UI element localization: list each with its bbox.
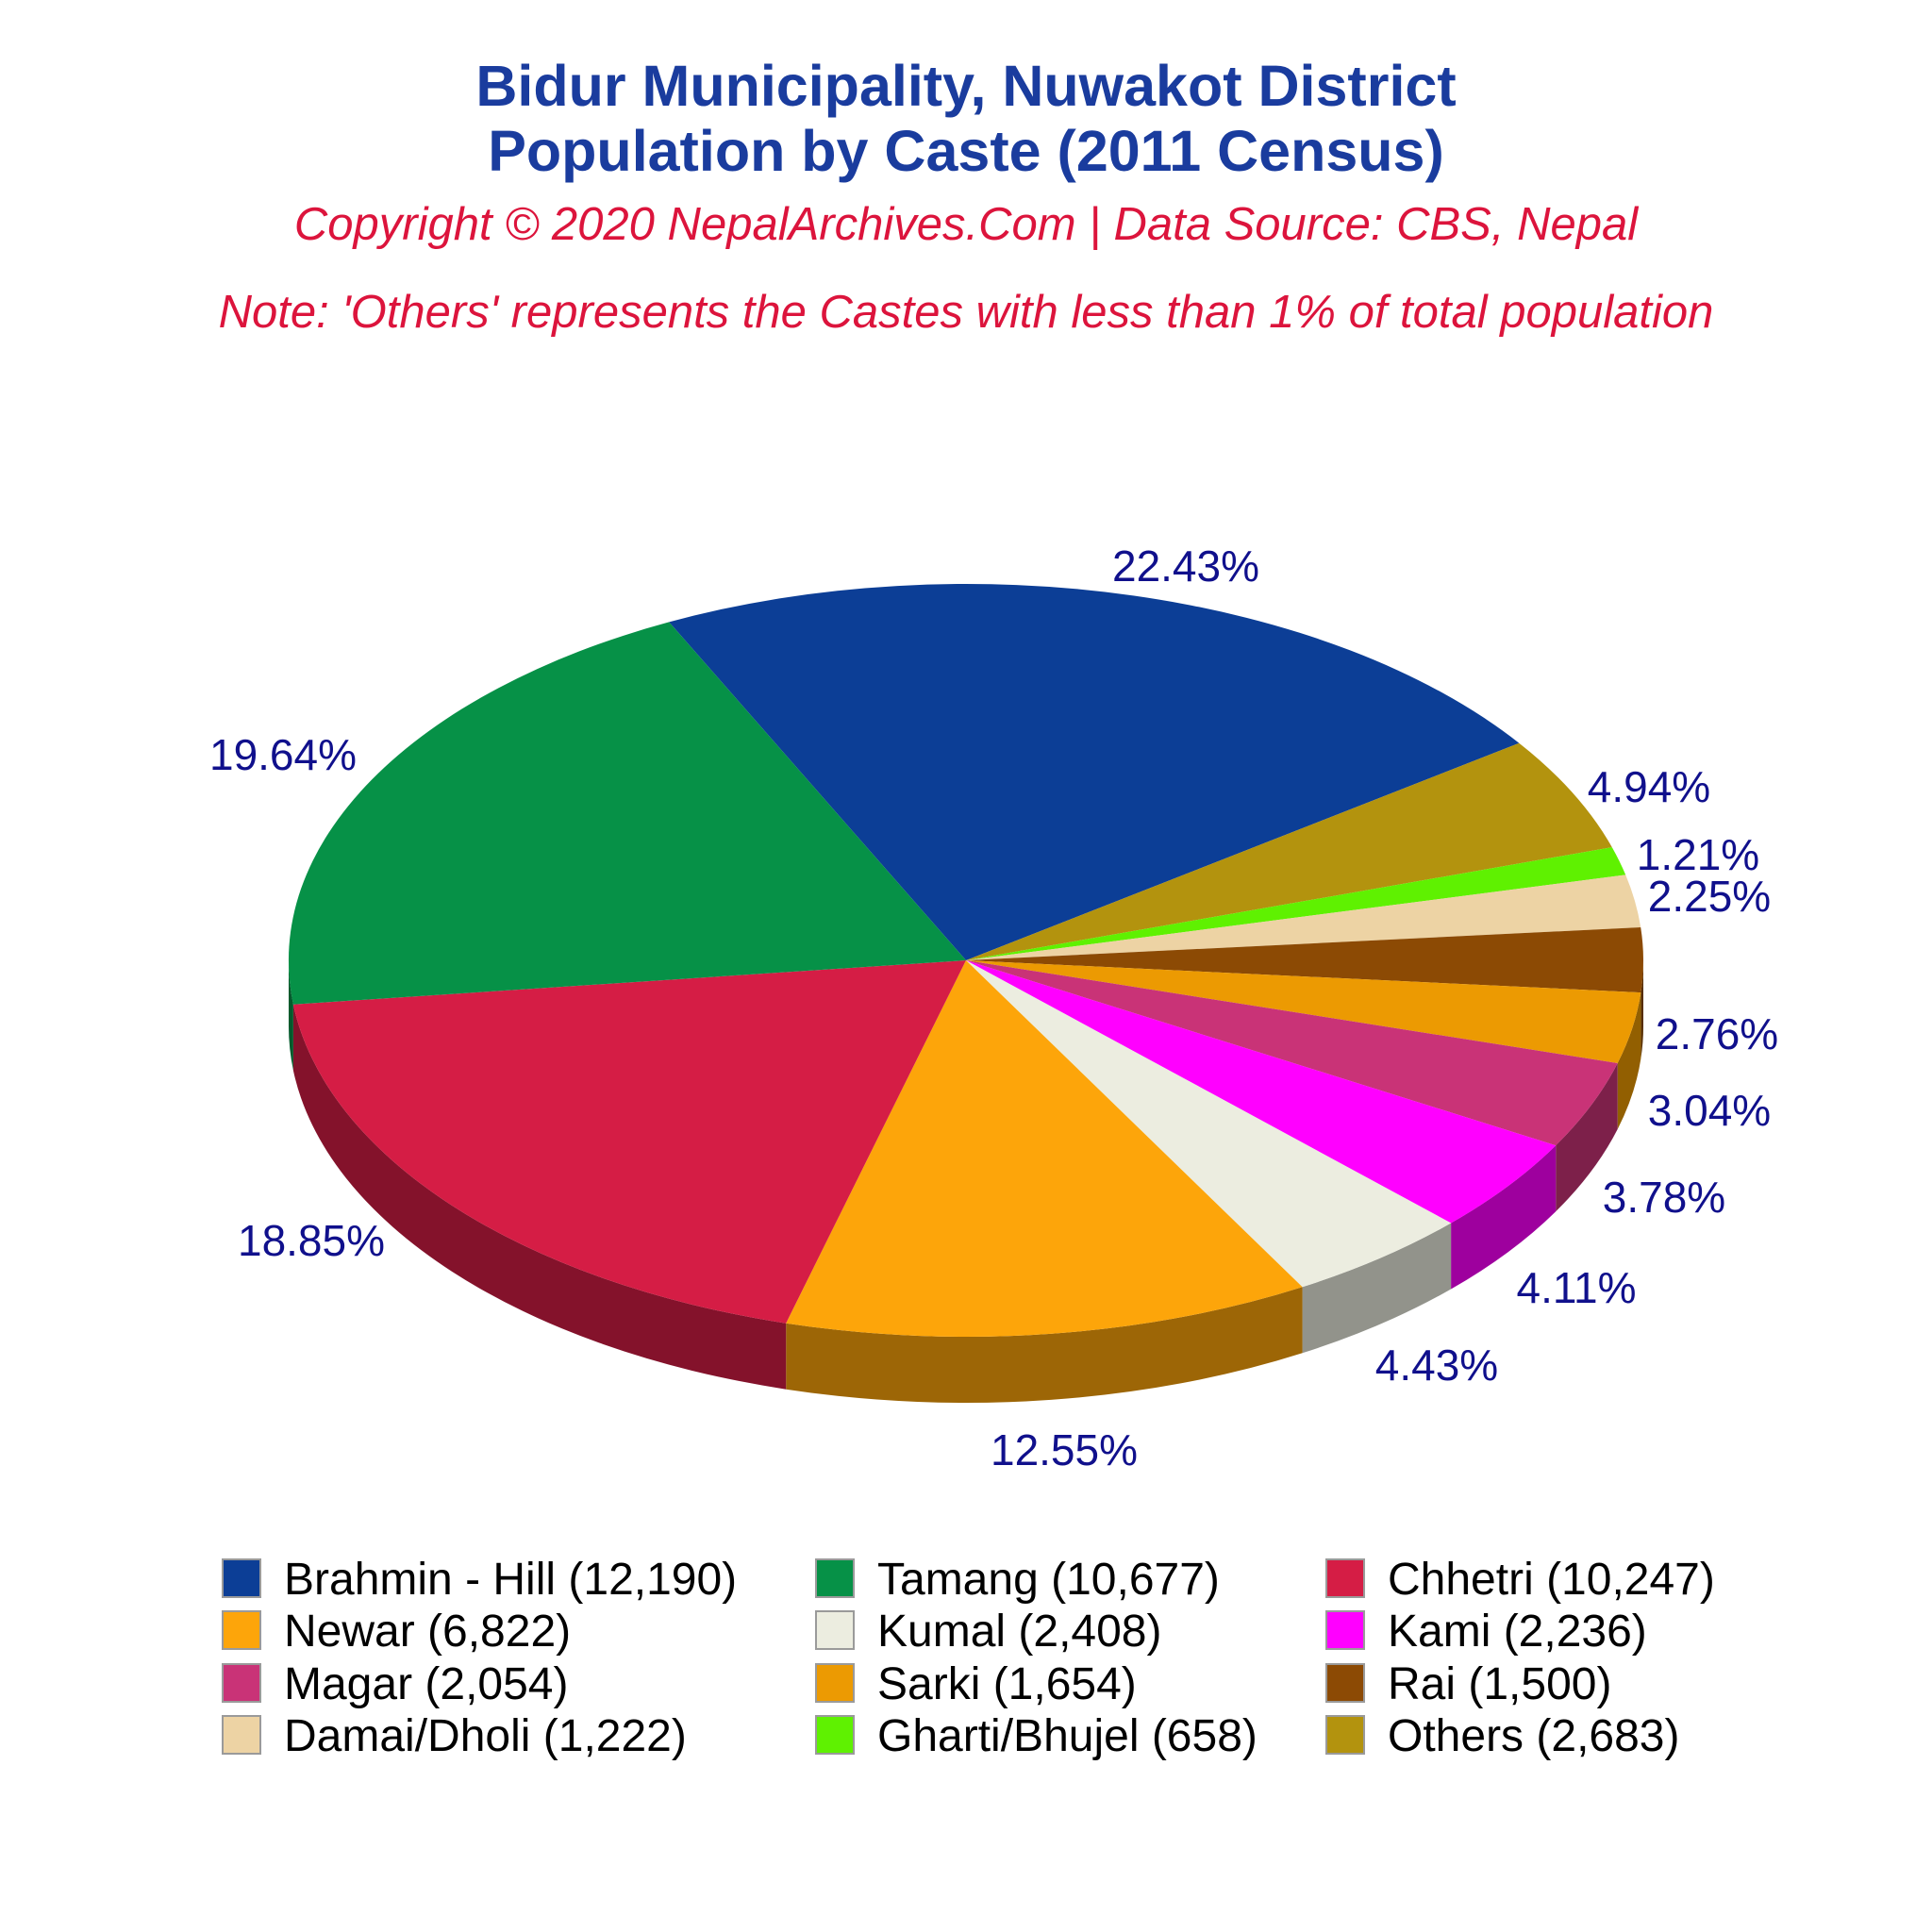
- legend-item-chhetri: [1325, 1555, 1715, 1610]
- legend-label: Kami (2,236): [1388, 1607, 1647, 1657]
- legend-item-brahmin-hill: [222, 1555, 815, 1610]
- note-line: Note: 'Others' represents the Castes with less than 1% of total population: [218, 287, 1714, 338]
- legend-item-sarki: [815, 1658, 1325, 1715]
- legend-label: Sarki (1,654): [877, 1658, 1137, 1709]
- legend-label: Brahmin - Hill (12,190): [284, 1555, 738, 1605]
- chart-title-line2: Population by Caste (2011 Census): [488, 119, 1444, 183]
- pie-percent-label-magar: 3.78%: [1602, 1173, 1726, 1222]
- legend-item-tamang: [815, 1555, 1325, 1610]
- pie-percent-label-kumal: 4.43%: [1374, 1341, 1499, 1390]
- pie-percent-label-tamang: 19.64%: [208, 730, 358, 779]
- legend-swatch: [815, 1558, 855, 1598]
- legend-label: Newar (6,822): [284, 1607, 572, 1657]
- legend-label: Tamang (10,677): [877, 1555, 1220, 1605]
- legend-label: Kumal (2,408): [877, 1607, 1162, 1657]
- legend-swatch: [222, 1558, 261, 1598]
- legend-swatch: [815, 1715, 855, 1755]
- pie-percent-label-kami: 4.11%: [1516, 1263, 1637, 1312]
- legend-item-rai: [1325, 1658, 1715, 1715]
- legend-item-newar: [222, 1607, 815, 1662]
- chart-title-line1: Bidur Municipality, Nuwakot District: [475, 54, 1457, 118]
- legend-item-kami: [1325, 1607, 1715, 1662]
- legend-label: Chhetri (10,247): [1388, 1555, 1715, 1605]
- legend-swatch: [815, 1610, 855, 1650]
- pie-percent-label-damai-dholi: 2.25%: [1647, 872, 1772, 921]
- legend-swatch: [1325, 1558, 1365, 1598]
- legend-item-gharti-bhujel: [815, 1711, 1325, 1767]
- legend-swatch: [815, 1663, 855, 1703]
- legend-item-damai-dholi: [222, 1711, 815, 1767]
- legend-label: Rai (1,500): [1388, 1658, 1612, 1709]
- pie-percent-label-gharti-bhujel: 1.21%: [1636, 830, 1760, 879]
- pie-percent-label-others: 4.94%: [1587, 762, 1711, 811]
- pie-percent-label-rai: 2.76%: [1655, 1009, 1779, 1058]
- legend-item-others: [1325, 1711, 1715, 1767]
- legend-label: Gharti/Bhujel (658): [877, 1711, 1257, 1762]
- legend: [222, 1555, 1715, 1768]
- legend-swatch: [222, 1610, 261, 1650]
- copyright-line: Copyright © 2020 NepalArchives.Com | Data Source: CBS, Nepal: [293, 199, 1639, 250]
- pie-percent-label-brahmin-hill: 22.43%: [1111, 541, 1260, 591]
- legend-label: Others (2,683): [1388, 1711, 1680, 1762]
- legend-swatch: [222, 1715, 261, 1755]
- pie-percent-label-newar: 12.55%: [990, 1425, 1139, 1474]
- legend-swatch: [222, 1663, 261, 1703]
- legend-item-magar: [222, 1658, 815, 1715]
- legend-label: Magar (2,054): [284, 1658, 569, 1709]
- pie-percent-label-sarki: 3.04%: [1647, 1086, 1772, 1135]
- pie-percent-label-chhetri: 18.85%: [237, 1216, 386, 1265]
- legend-swatch: [1325, 1715, 1365, 1755]
- legend-item-kumal: [815, 1607, 1325, 1662]
- legend-swatch: [1325, 1663, 1365, 1703]
- legend-swatch: [1325, 1610, 1365, 1650]
- legend-label: Damai/Dholi (1,222): [284, 1711, 687, 1762]
